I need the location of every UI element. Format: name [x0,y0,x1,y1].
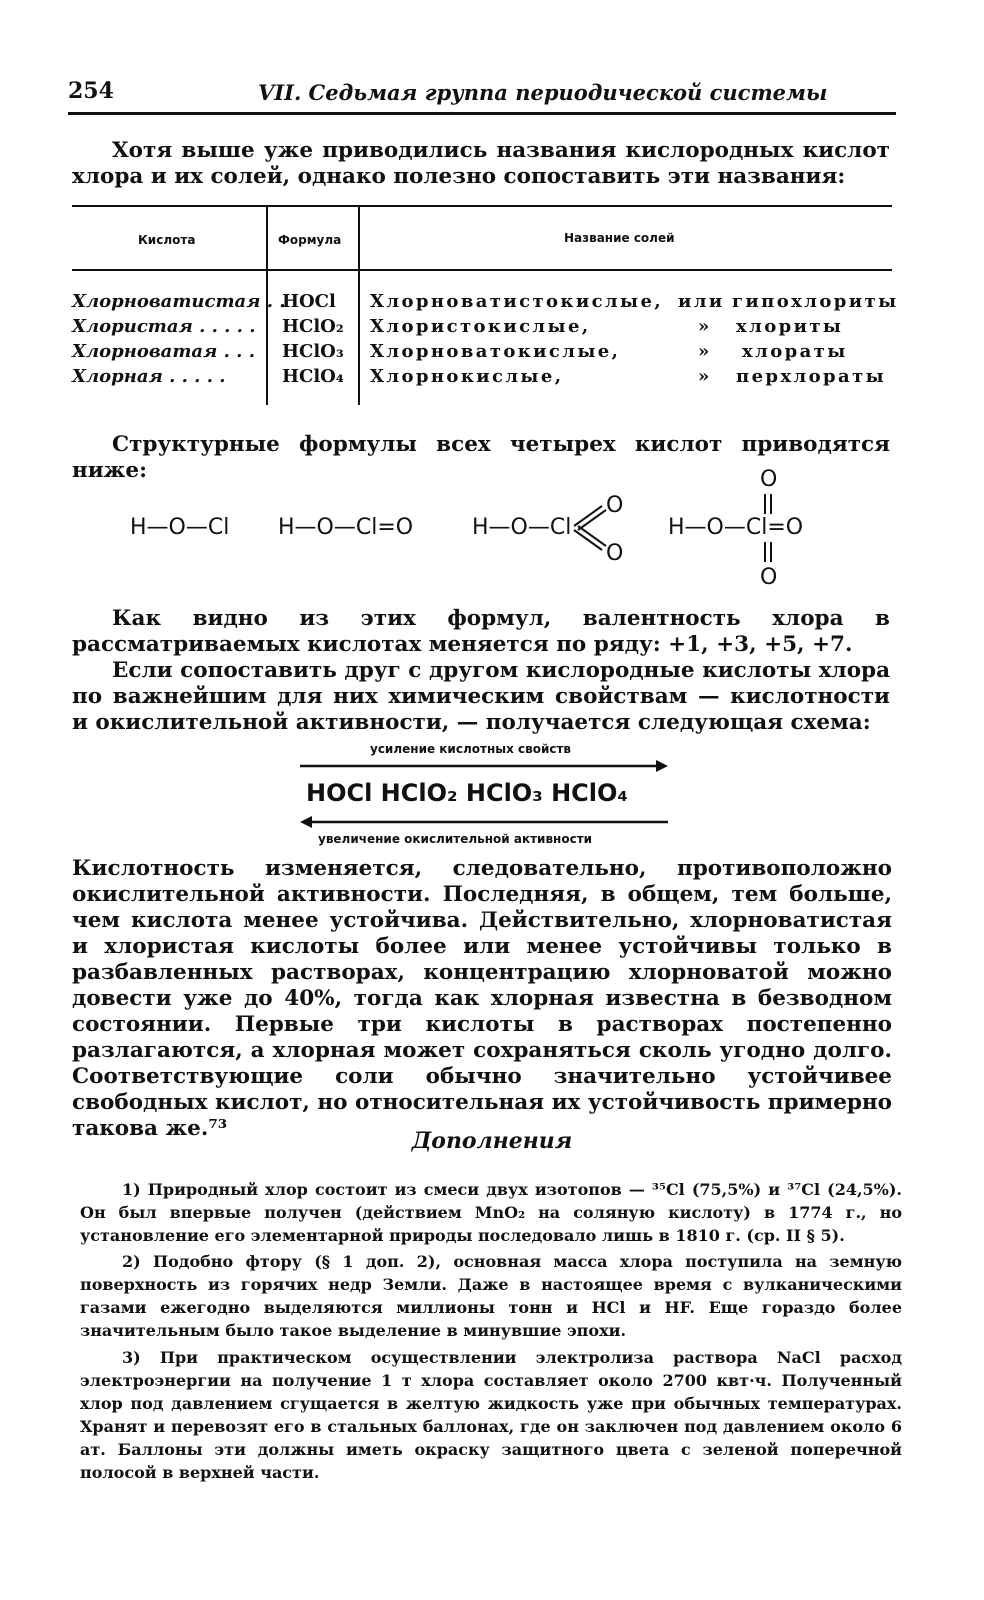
table-cell-formula: HClO₄ [282,366,344,387]
scheme-top-label: усиление кислотных свойств [370,742,572,756]
oxygen-atom: O [760,467,778,492]
table-header-rule [72,269,892,271]
scheme-formulas: HOCl HClO₂ HClO₃ HClO₄ [306,779,628,807]
structures-intro: Структурные формулы всех четырех кислот приводятся ниже: [72,432,890,483]
table-cell-salt: Хлористокислые, [370,316,591,337]
table-cell-acid: Хлористая . . . . . [72,316,256,337]
valence-paragraph: Как видно из этих формул, валентность хлора в рассматриваемых кислотах меняется по ряду: +1, +3, +5, +7. [72,606,890,657]
page-number: 254 [68,78,114,104]
page-header [68,72,898,112]
header-formula: Формула [278,233,342,247]
note-2: 2) Подобно фтору (§ 1 доп. 2), основная масса хлора поступила на земную поверхность из горячих недр Земли. Даже в настоящее время с вулканическими газами ежегодно выделяются миллионы тонн и HCl и HF. Еще гораздо более значительным было такое выделение в минувшие эпохи. [80,1252,902,1340]
table-cell-acid: Хлорноватистая . . [72,291,286,312]
table-cell-acid: Хлорноватая . . . [72,341,255,362]
table-cell-formula: HClO₂ [282,316,344,337]
table-cell-or: » [698,366,710,387]
table-cell-or: или [678,291,725,312]
header-acid: Кислота [138,233,196,247]
table-cell-salt: Хлорноватистокислые, [370,291,663,312]
table-cell-salt-alt: гипохлориты [732,291,899,312]
structural-formulas [120,462,880,592]
formula-hocl: H—O—Cl [130,515,230,540]
table-cell-acid: Хлорная . . . . . [72,366,226,387]
note-3: 3) При практическом осуществлении электролиза раствора NaCl расход электроэнергии на получение 1 т хлора составляет около 2700 квт·ч. Полученный хлор под давлением сгущается в желтую жидкость уже при обычных температурах. Хранят и перевозят его в стальных баллонах, где он заключен под давлением около 6 ат. Баллоны эти должны иметь окраску защитного цвета с зеленой поперечной полосой в верхней части. [80,1348,902,1482]
table-cell-salt: Хлорнокислые, [370,366,564,387]
formulas-svg [120,462,880,592]
formula-hclo3-chain: H—O—Cl [472,515,572,540]
compare-paragraph: Если сопоставить друг с другом кислородные кислоты хлора по важнейшим для них химическим свойствам — кислотности и окислительной активности, — получается следующая схема: [72,658,890,735]
table-cell-formula: HOCl [282,291,336,312]
arrow-right-icon [300,758,670,774]
table-cell-salt-alt: хлориты [736,316,844,337]
note-1: 1) Природный хлор состоит из смеси двух изотопов — ³⁵Cl (75,5%) и ³⁷Cl (24,5%). Он был впервые получен (действием MnO₂ на соляную кислоту) в 1774 г., но установление его элементарной природы последовало лишь в 1810 г. (ср. II § 5). [80,1180,902,1245]
table-cell-salt-alt: хлораты [742,341,848,362]
table-top-rule [72,205,892,207]
conclusion-paragraph: Кислотность изменяется, следовательно, противоположно окислительной активности. Последняя, в общем, тем больше, чем кислота менее устойчива. Действительно, хлорноватистая и хлористая кислоты более или менее устойчивы только в разбавленных растворах, концентрацию хлорноватой можно довести уже до 40%, тогда как хлорная известна в безводном состоянии. Первые три кислоты в растворах постепенно разлагаются, а хлорная может сохраняться сколь угодно долго. Соответствующие соли обычно значительно устойчивее свободных кислот, но относительная их устойчивость примерно такова же.⁷³ [72,856,892,1141]
formula-hclo2: H—O—Cl=O [278,515,414,540]
oxygen-atom: O [606,541,624,566]
table-cell-salt-alt: перхлораты [736,366,887,387]
arrow-left-icon [300,814,670,830]
table-cell-or: » [698,341,710,362]
scheme-bottom-label: увеличение окислительной активности [318,832,593,846]
table-cell-or: » [698,316,710,337]
oxygen-atom: O [606,493,624,518]
table-cell-formula: HClO₃ [282,341,344,362]
acids-table [72,205,899,405]
header-rule [68,112,896,115]
supplements-title: Дополнения [411,1128,573,1154]
intro-paragraph: Хотя выше уже приводились названия кислородных кислот хлора и их солей, однако полезно сопоставить эти названия: [72,138,890,189]
formula-hclo4-chain: H—O—Cl=O [668,515,804,540]
table-divider [358,205,360,405]
oxygen-atom: O [760,565,778,590]
table-cell-salt: Хлорноватокислые, [370,341,621,362]
running-title: VII. Седьмая группа периодической системы [258,80,828,105]
header-salts: Название солей [564,231,675,245]
acidity-scheme [300,742,670,852]
